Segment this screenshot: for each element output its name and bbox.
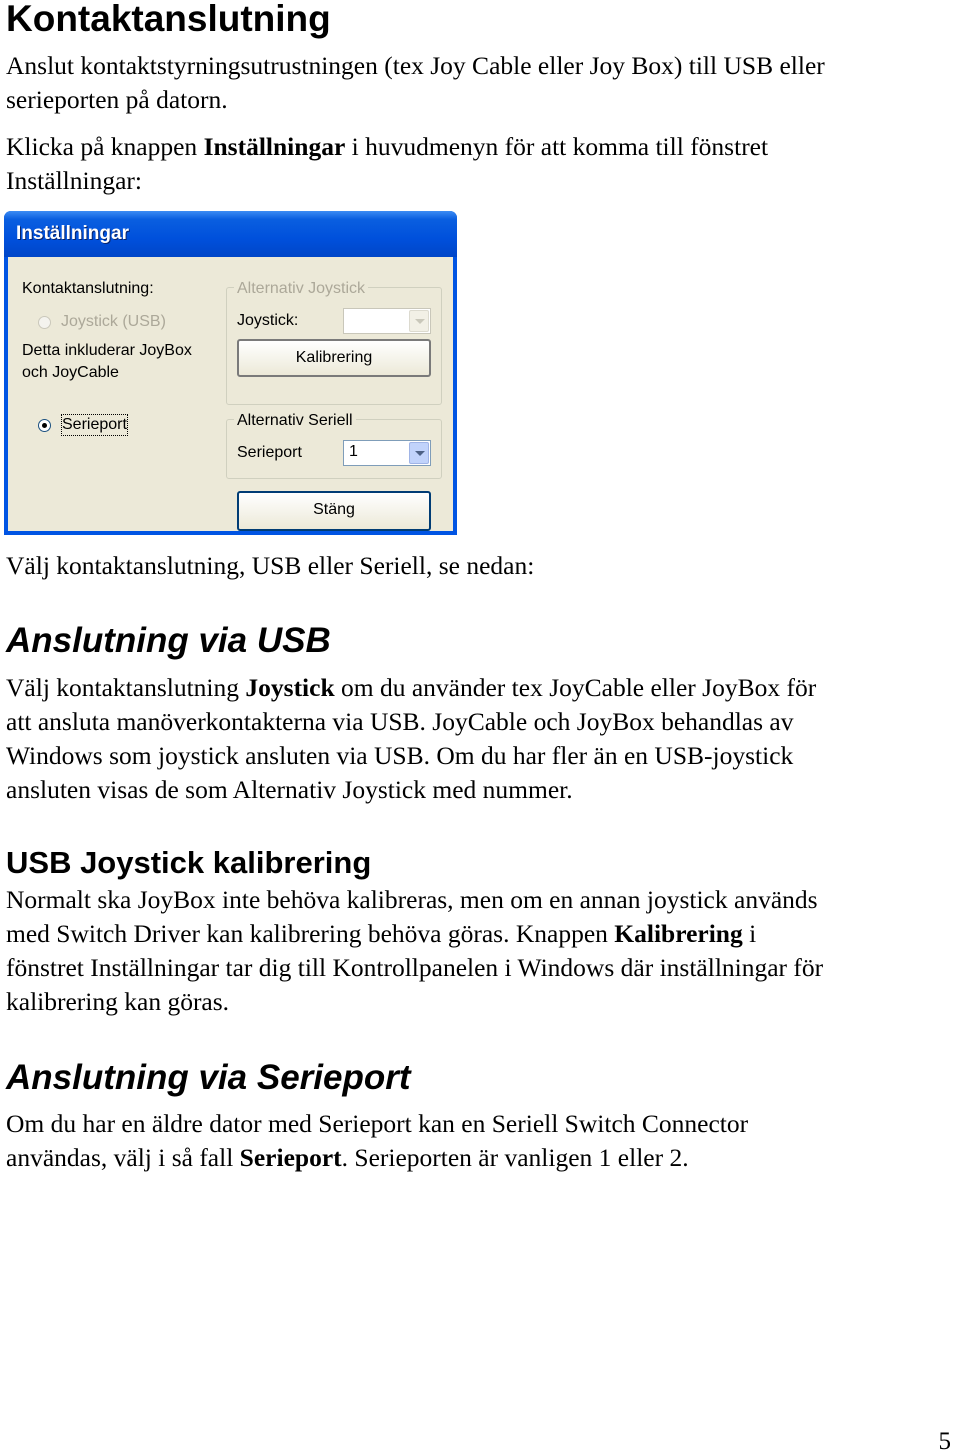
heading-usb: Anslutning via USB	[6, 621, 331, 660]
usb-paragraph	[6, 671, 816, 807]
calib-line-2: med Switch Driver kan kalibrering behöva göras. Knappen Kalibrering i	[6, 919, 757, 948]
page-title: Kontaktanslutning	[6, 0, 331, 39]
calibrate-button[interactable]: Kalibrering	[237, 339, 431, 377]
choose-connection-text	[6, 549, 534, 583]
dialog-title: Inställningar	[16, 223, 129, 244]
usb-note-line-2: och JoyCable	[22, 364, 119, 381]
heading-serieport: Anslutning via Serieport	[6, 1058, 411, 1097]
serial-port-select[interactable]	[343, 440, 431, 466]
choose-connection-line: Välj kontaktanslutning, USB eller Seriell, se nedan:	[6, 551, 535, 580]
settings-emphasis: Inställningar	[203, 132, 346, 161]
serial-line-2: användas, välj i så fall Serieport. Serieporten är vanligen 1 eller 2.	[6, 1143, 689, 1172]
dialog-body	[8, 257, 453, 531]
kalibrering-emphasis: Kalibrering	[614, 919, 743, 948]
settings-dialog	[4, 211, 457, 535]
serial-port-select-value: 1	[349, 443, 358, 460]
radio-joystick-usb-label: Joystick (USB)	[61, 313, 166, 330]
serieport-emphasis: Serieport	[239, 1143, 342, 1172]
dialog-titlebar[interactable]	[4, 211, 457, 257]
radio-serieport-label: Serieport	[62, 416, 127, 433]
page-number: 5	[938, 1428, 951, 1455]
usb-line-3: Windows som joystick ansluten via USB. Om du har fler än en USB-joystick	[6, 741, 794, 770]
calib-line-4: kalibrering kan göras.	[6, 987, 230, 1016]
chevron-down-icon[interactable]	[409, 310, 429, 332]
radio-joystick-usb[interactable]	[38, 316, 51, 329]
serial-line-1: Om du har en äldre dator med Serieport kan en Seriell Switch Connector	[6, 1109, 749, 1138]
usb-note-line-1: Detta inkluderar JoyBox	[22, 342, 192, 359]
usb-line-2: att ansluta manöverkontakterna via USB. JoyCable och JoyBox behandlas av	[6, 707, 794, 736]
instruction-line-1: Klicka på knappen Inställningar i huvudmenyn för att komma till fönstret	[6, 132, 769, 161]
intro-paragraph	[6, 49, 825, 117]
calib-line-1: Normalt ska JoyBox inte behöva kalibreras, men om en annan joystick används	[6, 885, 818, 914]
joystick-label: Joystick:	[237, 312, 299, 329]
serial-port-label: Serieport	[237, 444, 302, 461]
joystick-select[interactable]	[343, 308, 431, 334]
intro-line-2: serieporten på datorn.	[6, 85, 228, 114]
serial-paragraph	[6, 1107, 748, 1175]
calib-line-3: fönstret Inställningar tar dig till Kontrollpanelen i Windows där inställningar för	[6, 953, 824, 982]
usb-line-4: ansluten visas de som Alternativ Joystick med nummer.	[6, 775, 573, 804]
close-button[interactable]: Stäng	[237, 491, 431, 531]
calibration-paragraph	[6, 883, 823, 1019]
usb-line-1: Välj kontaktanslutning Joystick om du använder tex JoyCable eller JoyBox för	[6, 673, 817, 702]
connection-label: Kontaktanslutning:	[22, 280, 154, 297]
intro-line-1: Anslut kontaktstyrningsutrustningen (tex Joy Cable eller Joy Box) till USB eller	[6, 51, 825, 80]
group-alternativ-joystick-title: Alternativ Joystick	[234, 279, 368, 299]
chevron-down-icon[interactable]	[409, 442, 429, 464]
group-alternativ-seriell-title: Alternativ Seriell	[234, 411, 356, 431]
instruction-line-2: Inställningar:	[6, 166, 142, 195]
heading-calibration: USB Joystick kalibrering	[6, 845, 372, 880]
radio-serieport[interactable]	[38, 419, 51, 432]
joystick-emphasis: Joystick	[245, 673, 335, 702]
instruction-paragraph	[6, 130, 768, 198]
